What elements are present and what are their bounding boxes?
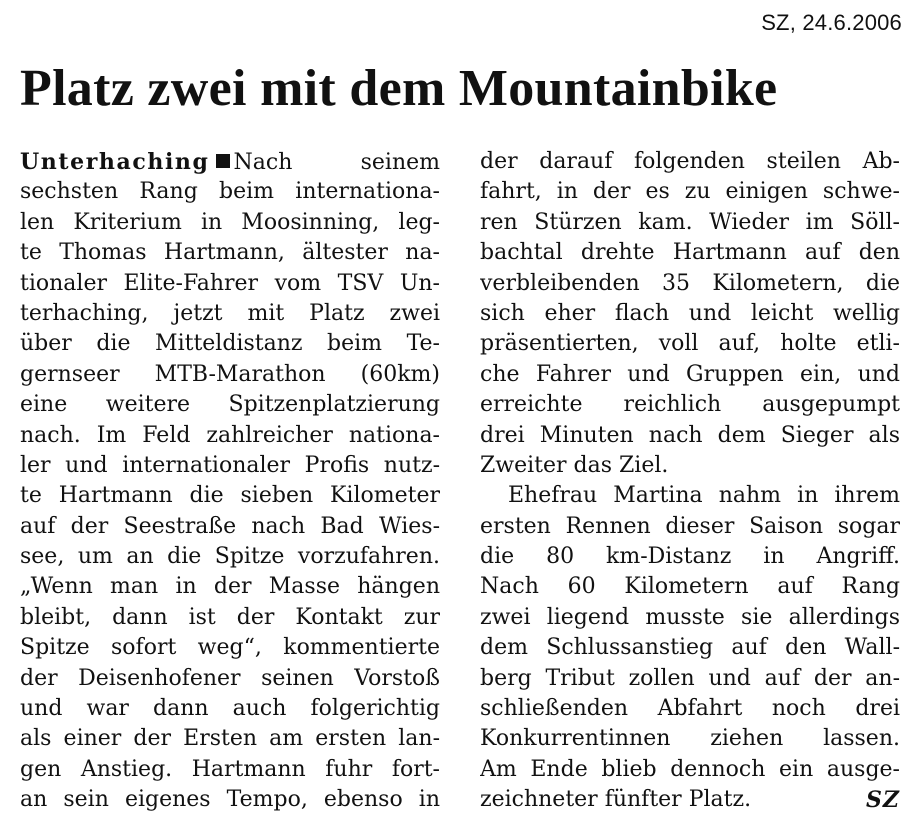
article-line: te Hartmann die sieben Kilometer xyxy=(20,483,440,509)
article-line: ren Stürzen kam. Wieder im Söll- xyxy=(480,209,900,235)
article-line: erreichte reichlich ausgepumpt xyxy=(480,392,900,418)
article-line: schließenden Abfahrt noch drei xyxy=(480,696,900,722)
article-line: berg Tribut zollen und auf der an- xyxy=(480,665,900,691)
article-line: Nach 60 Kilometern auf Rang xyxy=(480,574,900,600)
article-line: gernseer MTB-Marathon (60km) xyxy=(20,361,440,387)
article-line: che Fahrer und Gruppen ein, und xyxy=(480,361,900,387)
article-line: bleibt, dann ist der Kontakt zur xyxy=(20,604,440,630)
article-line: drei Minuten nach dem Sieger als xyxy=(480,422,900,448)
dateline: Unterhaching xyxy=(20,149,210,175)
article-line: Unterhaching Nach seinem xyxy=(20,149,440,175)
article-line: Spitze sofort weg“, kommentierte xyxy=(20,635,440,661)
square-bullet-icon xyxy=(216,154,230,168)
author-signature: SZ xyxy=(866,787,900,814)
article-line: sich eher flach und leicht wellig xyxy=(480,300,900,326)
article-line: gen Anstieg. Hartmann fuhr fort- xyxy=(20,756,440,782)
article-line: der Deisenhofener seinen Vorstoß xyxy=(20,665,440,691)
article-line: präsentierten, voll auf, holte etli- xyxy=(480,331,900,357)
article-line: an sein eigenes Tempo, ebenso in xyxy=(20,787,440,813)
article-line: bachtal drehte Hartmann auf den xyxy=(480,240,900,266)
source-date-tag: SZ, 24.6.2006 xyxy=(761,10,902,35)
article-line: als einer der Ersten am ersten lan- xyxy=(20,726,440,752)
article-line: über die Mitteldistanz beim Te- xyxy=(20,331,440,357)
article-line: eine weitere Spitzenplatzierung xyxy=(20,392,440,418)
article-line: tionaler Elite-Fahrer vom TSV Un- xyxy=(20,270,440,296)
article-line: sechsten Rang beim internationa- xyxy=(20,179,440,205)
article-headline: Platz zwei mit dem Mountainbike xyxy=(20,60,778,117)
article-line: fahrt, in der es zu einigen schwe- xyxy=(480,179,900,205)
article-line: zeichneter fünfter Platz. SZ xyxy=(480,785,900,815)
article-line: dem Schlussanstieg auf den Wall- xyxy=(480,635,900,661)
article-line: nach. Im Feld zahlreicher nationa- xyxy=(20,422,440,448)
article-line: die 80 km-Distanz in Angriff. xyxy=(480,544,900,570)
article-line: len Kriterium in Moosinning, leg- xyxy=(20,209,440,235)
article-line: zwei liegend musste sie allerdings xyxy=(480,604,900,630)
article-line: „Wenn man in der Masse hängen xyxy=(20,574,440,600)
article-line: Konkurrentinnen ziehen lassen. xyxy=(480,726,900,752)
article-line: der darauf folgenden steilen Ab- xyxy=(480,149,900,174)
article-line: terhaching, jetzt mit Platz zwei xyxy=(20,300,440,326)
article-line: Zweiter das Ziel. xyxy=(480,452,669,478)
article-line: auf der Seestraße nach Bad Wies- xyxy=(20,513,440,539)
article-column-left xyxy=(20,147,440,816)
article-line: ersten Rennen dieser Saison sogar xyxy=(480,513,900,539)
article-line: ler und internationaler Profis nutz- xyxy=(20,452,440,478)
article-column-right xyxy=(480,147,900,816)
article-line: Am Ende blieb dennoch ein ausge- xyxy=(480,756,900,782)
article-line: Ehefrau Martina nahm in ihrem xyxy=(508,483,900,509)
article-line: see, um an die Spitze vorzufahren. xyxy=(20,544,440,570)
article-line: te Thomas Hartmann, ältester na- xyxy=(20,240,440,266)
article-line: verbleibenden 35 Kilometern, die xyxy=(480,270,900,296)
article-line: und war dann auch folgerichtig xyxy=(20,696,440,722)
